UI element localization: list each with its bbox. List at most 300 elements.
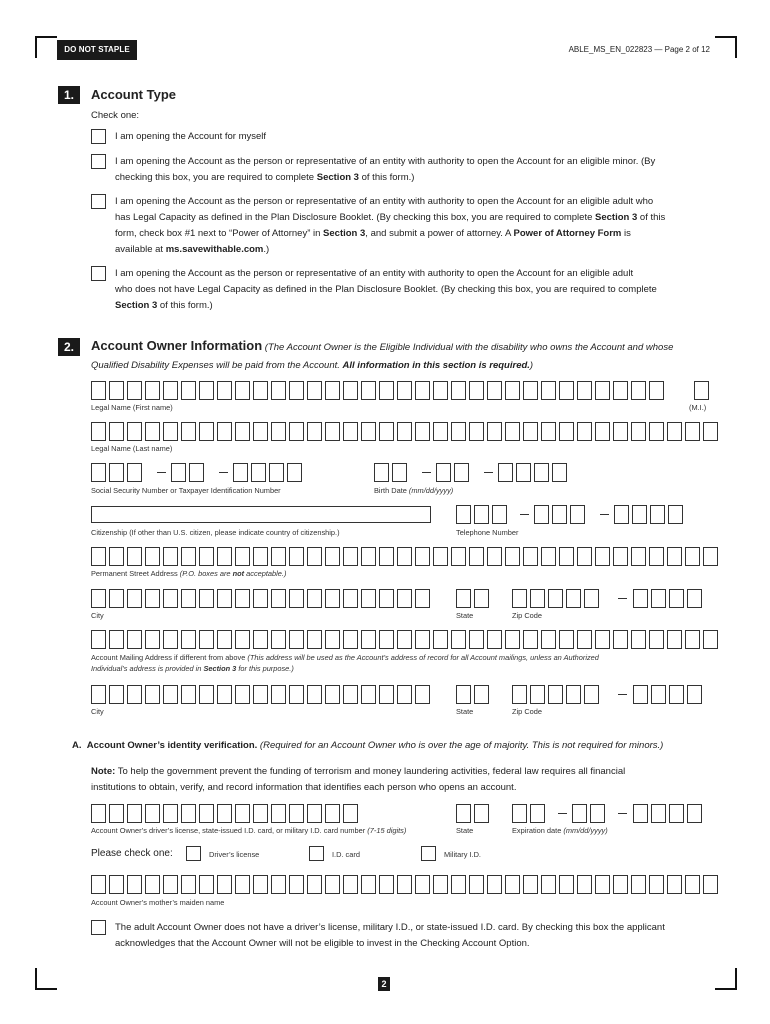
expiration-day-field[interactable]	[572, 804, 605, 823]
character-box[interactable]	[145, 630, 160, 649]
character-box[interactable]	[590, 804, 605, 823]
character-box[interactable]	[253, 804, 268, 823]
character-box[interactable]	[343, 630, 358, 649]
character-box[interactable]	[631, 381, 646, 400]
character-box[interactable]	[361, 630, 376, 649]
character-box[interactable]	[253, 630, 268, 649]
character-box[interactable]	[235, 547, 250, 566]
character-box[interactable]	[570, 505, 585, 524]
character-box[interactable]	[397, 875, 412, 894]
character-box[interactable]	[530, 804, 545, 823]
character-box[interactable]	[534, 463, 549, 482]
character-box[interactable]	[559, 630, 574, 649]
character-box[interactable]	[271, 422, 286, 441]
street-address-field[interactable]	[91, 547, 718, 566]
character-box[interactable]	[614, 505, 629, 524]
character-box[interactable]	[181, 804, 196, 823]
character-box[interactable]	[703, 547, 718, 566]
mothers-maiden-name-field[interactable]	[91, 875, 718, 894]
character-box[interactable]	[469, 630, 484, 649]
character-box[interactable]	[235, 381, 250, 400]
character-box[interactable]	[469, 547, 484, 566]
character-box[interactable]	[145, 875, 160, 894]
character-box[interactable]	[235, 875, 250, 894]
character-box[interactable]	[325, 685, 340, 704]
character-box[interactable]	[361, 589, 376, 608]
character-box[interactable]	[559, 422, 574, 441]
character-box[interactable]	[271, 804, 286, 823]
character-box[interactable]	[325, 381, 340, 400]
character-box[interactable]	[109, 875, 124, 894]
character-box[interactable]	[613, 381, 628, 400]
character-box[interactable]	[91, 422, 106, 441]
character-box[interactable]	[474, 685, 489, 704]
character-box[interactable]	[415, 630, 430, 649]
character-box[interactable]	[109, 589, 124, 608]
no-id-checkbox[interactable]	[91, 920, 106, 935]
character-box[interactable]	[649, 875, 664, 894]
character-box[interactable]	[703, 875, 718, 894]
character-box[interactable]	[181, 547, 196, 566]
character-box[interactable]	[109, 463, 124, 482]
character-box[interactable]	[271, 630, 286, 649]
character-box[interactable]	[649, 422, 664, 441]
character-box[interactable]	[456, 589, 471, 608]
character-box[interactable]	[456, 804, 471, 823]
character-box[interactable]	[379, 422, 394, 441]
character-box[interactable]	[633, 685, 648, 704]
character-box[interactable]	[217, 381, 232, 400]
character-box[interactable]	[456, 685, 471, 704]
character-box[interactable]	[415, 422, 430, 441]
character-box[interactable]	[487, 422, 502, 441]
character-box[interactable]	[505, 547, 520, 566]
character-box[interactable]	[235, 589, 250, 608]
character-box[interactable]	[595, 875, 610, 894]
character-box[interactable]	[516, 463, 531, 482]
city-field[interactable]	[91, 589, 430, 608]
character-box[interactable]	[253, 422, 268, 441]
character-box[interactable]	[505, 630, 520, 649]
character-box[interactable]	[687, 589, 702, 608]
character-box[interactable]	[469, 422, 484, 441]
character-box[interactable]	[577, 547, 592, 566]
character-box[interactable]	[474, 589, 489, 608]
character-box[interactable]	[566, 589, 581, 608]
character-box[interactable]	[343, 875, 358, 894]
character-box[interactable]	[91, 589, 106, 608]
character-box[interactable]	[649, 381, 664, 400]
character-box[interactable]	[199, 685, 214, 704]
birth-month-field[interactable]	[374, 463, 407, 482]
character-box[interactable]	[650, 505, 665, 524]
character-box[interactable]	[572, 804, 587, 823]
character-box[interactable]	[145, 547, 160, 566]
account-type-adult-no-capacity-checkbox[interactable]	[91, 266, 106, 281]
character-box[interactable]	[415, 589, 430, 608]
character-box[interactable]	[91, 630, 106, 649]
character-box[interactable]	[687, 685, 702, 704]
character-box[interactable]	[307, 422, 322, 441]
character-box[interactable]	[487, 381, 502, 400]
character-box[interactable]	[253, 875, 268, 894]
character-box[interactable]	[669, 804, 684, 823]
character-box[interactable]	[235, 422, 250, 441]
account-type-minor-checkbox[interactable]	[91, 154, 106, 169]
character-box[interactable]	[325, 804, 340, 823]
character-box[interactable]	[379, 685, 394, 704]
character-box[interactable]	[379, 381, 394, 400]
mailing-city-field[interactable]	[91, 685, 430, 704]
character-box[interactable]	[361, 547, 376, 566]
character-box[interactable]	[436, 463, 451, 482]
character-box[interactable]	[651, 685, 666, 704]
character-box[interactable]	[217, 685, 232, 704]
last-name-field[interactable]	[91, 422, 718, 441]
character-box[interactable]	[577, 422, 592, 441]
character-box[interactable]	[289, 875, 304, 894]
character-box[interactable]	[271, 381, 286, 400]
character-box[interactable]	[552, 463, 567, 482]
character-box[interactable]	[633, 589, 648, 608]
character-box[interactable]	[530, 685, 545, 704]
character-box[interactable]	[530, 589, 545, 608]
character-box[interactable]	[199, 875, 214, 894]
character-box[interactable]	[127, 381, 142, 400]
character-box[interactable]	[199, 422, 214, 441]
expiration-month-field[interactable]	[512, 804, 545, 823]
character-box[interactable]	[595, 381, 610, 400]
character-box[interactable]	[343, 589, 358, 608]
character-box[interactable]	[541, 630, 556, 649]
character-box[interactable]	[595, 630, 610, 649]
character-box[interactable]	[289, 804, 304, 823]
character-box[interactable]	[613, 630, 628, 649]
mailing-zip-code-field[interactable]	[512, 685, 599, 704]
character-box[interactable]	[469, 875, 484, 894]
character-box[interactable]	[559, 875, 574, 894]
character-box[interactable]	[415, 685, 430, 704]
character-box[interactable]	[289, 630, 304, 649]
character-box[interactable]	[451, 875, 466, 894]
character-box[interactable]	[91, 547, 106, 566]
character-box[interactable]	[397, 422, 412, 441]
character-box[interactable]	[559, 547, 574, 566]
character-box[interactable]	[109, 381, 124, 400]
character-box[interactable]	[534, 505, 549, 524]
character-box[interactable]	[613, 547, 628, 566]
character-box[interactable]	[287, 463, 302, 482]
character-box[interactable]	[199, 589, 214, 608]
character-box[interactable]	[631, 547, 646, 566]
character-box[interactable]	[325, 547, 340, 566]
character-box[interactable]	[127, 804, 142, 823]
character-box[interactable]	[235, 630, 250, 649]
character-box[interactable]	[512, 685, 527, 704]
character-box[interactable]	[163, 630, 178, 649]
character-box[interactable]	[271, 589, 286, 608]
citizenship-field[interactable]	[91, 506, 431, 523]
character-box[interactable]	[512, 804, 527, 823]
character-box[interactable]	[307, 875, 322, 894]
character-box[interactable]	[127, 589, 142, 608]
character-box[interactable]	[171, 463, 186, 482]
character-box[interactable]	[649, 630, 664, 649]
character-box[interactable]	[505, 422, 520, 441]
character-box[interactable]	[667, 547, 682, 566]
character-box[interactable]	[685, 547, 700, 566]
character-box[interactable]	[189, 463, 204, 482]
character-box[interactable]	[631, 422, 646, 441]
character-box[interactable]	[127, 630, 142, 649]
character-box[interactable]	[325, 875, 340, 894]
character-box[interactable]	[325, 422, 340, 441]
character-box[interactable]	[163, 381, 178, 400]
character-box[interactable]	[271, 685, 286, 704]
character-box[interactable]	[451, 422, 466, 441]
character-box[interactable]	[415, 547, 430, 566]
character-box[interactable]	[667, 630, 682, 649]
character-box[interactable]	[451, 547, 466, 566]
id-state-field[interactable]	[456, 804, 489, 823]
character-box[interactable]	[487, 875, 502, 894]
character-box[interactable]	[379, 547, 394, 566]
character-box[interactable]	[217, 875, 232, 894]
character-box[interactable]	[415, 381, 430, 400]
expiration-year-field[interactable]	[633, 804, 702, 823]
character-box[interactable]	[361, 685, 376, 704]
birth-year-field[interactable]	[498, 463, 567, 482]
character-box[interactable]	[199, 630, 214, 649]
character-box[interactable]	[343, 381, 358, 400]
character-box[interactable]	[163, 589, 178, 608]
character-box[interactable]	[584, 589, 599, 608]
character-box[interactable]	[163, 685, 178, 704]
character-box[interactable]	[433, 547, 448, 566]
character-box[interactable]	[631, 875, 646, 894]
character-box[interactable]	[127, 875, 142, 894]
character-box[interactable]	[512, 589, 527, 608]
character-box[interactable]	[633, 804, 648, 823]
character-box[interactable]	[181, 685, 196, 704]
birth-day-field[interactable]	[436, 463, 469, 482]
character-box[interactable]	[397, 630, 412, 649]
zip-plus4-field[interactable]	[633, 589, 702, 608]
character-box[interactable]	[145, 804, 160, 823]
character-box[interactable]	[523, 547, 538, 566]
character-box[interactable]	[379, 875, 394, 894]
character-box[interactable]	[694, 381, 709, 400]
character-box[interactable]	[307, 685, 322, 704]
character-box[interactable]	[181, 589, 196, 608]
character-box[interactable]	[498, 463, 513, 482]
character-box[interactable]	[109, 685, 124, 704]
character-box[interactable]	[307, 630, 322, 649]
character-box[interactable]	[91, 381, 106, 400]
character-box[interactable]	[163, 547, 178, 566]
character-box[interactable]	[456, 505, 471, 524]
character-box[interactable]	[217, 547, 232, 566]
character-box[interactable]	[253, 381, 268, 400]
character-box[interactable]	[523, 381, 538, 400]
character-box[interactable]	[181, 381, 196, 400]
phone-line-field[interactable]	[614, 505, 683, 524]
character-box[interactable]	[199, 381, 214, 400]
character-box[interactable]	[379, 589, 394, 608]
ssn-part1-field[interactable]	[91, 463, 142, 482]
character-box[interactable]	[289, 685, 304, 704]
character-box[interactable]	[669, 685, 684, 704]
character-box[interactable]	[469, 381, 484, 400]
character-box[interactable]	[217, 804, 232, 823]
character-box[interactable]	[451, 381, 466, 400]
character-box[interactable]	[392, 463, 407, 482]
character-box[interactable]	[668, 505, 683, 524]
character-box[interactable]	[109, 422, 124, 441]
character-box[interactable]	[181, 630, 196, 649]
character-box[interactable]	[651, 589, 666, 608]
character-box[interactable]	[181, 422, 196, 441]
military-id-checkbox[interactable]	[421, 846, 436, 861]
character-box[interactable]	[145, 685, 160, 704]
character-box[interactable]	[145, 381, 160, 400]
character-box[interactable]	[397, 381, 412, 400]
account-type-adult-capacity-checkbox[interactable]	[91, 194, 106, 209]
character-box[interactable]	[451, 630, 466, 649]
character-box[interactable]	[343, 685, 358, 704]
character-box[interactable]	[577, 875, 592, 894]
character-box[interactable]	[127, 463, 142, 482]
character-box[interactable]	[541, 381, 556, 400]
character-box[interactable]	[433, 422, 448, 441]
character-box[interactable]	[613, 875, 628, 894]
character-box[interactable]	[487, 630, 502, 649]
character-box[interactable]	[181, 875, 196, 894]
mailing-state-field[interactable]	[456, 685, 489, 704]
character-box[interactable]	[667, 875, 682, 894]
character-box[interactable]	[91, 804, 106, 823]
character-box[interactable]	[685, 875, 700, 894]
character-box[interactable]	[253, 685, 268, 704]
character-box[interactable]	[233, 463, 248, 482]
character-box[interactable]	[127, 685, 142, 704]
character-box[interactable]	[541, 547, 556, 566]
character-box[interactable]	[667, 422, 682, 441]
character-box[interactable]	[91, 463, 106, 482]
character-box[interactable]	[397, 685, 412, 704]
character-box[interactable]	[577, 630, 592, 649]
character-box[interactable]	[217, 630, 232, 649]
character-box[interactable]	[163, 804, 178, 823]
character-box[interactable]	[217, 422, 232, 441]
phone-area-code-field[interactable]	[456, 505, 507, 524]
character-box[interactable]	[523, 422, 538, 441]
character-box[interactable]	[613, 422, 628, 441]
character-box[interactable]	[307, 804, 322, 823]
character-box[interactable]	[631, 630, 646, 649]
id-number-field[interactable]	[91, 804, 358, 823]
character-box[interactable]	[289, 381, 304, 400]
character-box[interactable]	[687, 804, 702, 823]
character-box[interactable]	[163, 422, 178, 441]
character-box[interactable]	[289, 547, 304, 566]
character-box[interactable]	[307, 547, 322, 566]
character-box[interactable]	[199, 804, 214, 823]
character-box[interactable]	[325, 589, 340, 608]
character-box[interactable]	[685, 422, 700, 441]
character-box[interactable]	[343, 547, 358, 566]
character-box[interactable]	[269, 463, 284, 482]
character-box[interactable]	[492, 505, 507, 524]
state-field[interactable]	[456, 589, 489, 608]
character-box[interactable]	[584, 685, 599, 704]
character-box[interactable]	[548, 589, 563, 608]
character-box[interactable]	[566, 685, 581, 704]
ssn-part3-field[interactable]	[233, 463, 302, 482]
character-box[interactable]	[433, 875, 448, 894]
character-box[interactable]	[91, 875, 106, 894]
character-box[interactable]	[559, 381, 574, 400]
mailing-zip-plus4-field[interactable]	[633, 685, 702, 704]
character-box[interactable]	[632, 505, 647, 524]
character-box[interactable]	[361, 422, 376, 441]
phone-prefix-field[interactable]	[534, 505, 585, 524]
id-card-checkbox[interactable]	[309, 846, 324, 861]
ssn-part2-field[interactable]	[171, 463, 204, 482]
character-box[interactable]	[415, 875, 430, 894]
character-box[interactable]	[251, 463, 266, 482]
character-box[interactable]	[523, 630, 538, 649]
account-type-myself-checkbox[interactable]	[91, 129, 106, 144]
character-box[interactable]	[474, 804, 489, 823]
first-name-field[interactable]	[91, 381, 664, 400]
character-box[interactable]	[397, 589, 412, 608]
character-box[interactable]	[253, 547, 268, 566]
character-box[interactable]	[487, 547, 502, 566]
character-box[interactable]	[685, 630, 700, 649]
character-box[interactable]	[289, 422, 304, 441]
character-box[interactable]	[649, 547, 664, 566]
character-box[interactable]	[235, 804, 250, 823]
character-box[interactable]	[109, 547, 124, 566]
middle-initial-field[interactable]	[694, 381, 709, 400]
character-box[interactable]	[595, 547, 610, 566]
character-box[interactable]	[145, 422, 160, 441]
character-box[interactable]	[505, 381, 520, 400]
character-box[interactable]	[199, 547, 214, 566]
character-box[interactable]	[325, 630, 340, 649]
character-box[interactable]	[433, 630, 448, 649]
character-box[interactable]	[109, 804, 124, 823]
character-box[interactable]	[703, 630, 718, 649]
character-box[interactable]	[271, 875, 286, 894]
character-box[interactable]	[91, 685, 106, 704]
character-box[interactable]	[289, 589, 304, 608]
character-box[interactable]	[361, 875, 376, 894]
character-box[interactable]	[552, 505, 567, 524]
character-box[interactable]	[577, 381, 592, 400]
character-box[interactable]	[163, 875, 178, 894]
character-box[interactable]	[397, 547, 412, 566]
character-box[interactable]	[374, 463, 389, 482]
mailing-address-field[interactable]	[91, 630, 718, 649]
character-box[interactable]	[669, 589, 684, 608]
character-box[interactable]	[523, 875, 538, 894]
character-box[interactable]	[433, 381, 448, 400]
character-box[interactable]	[109, 630, 124, 649]
character-box[interactable]	[271, 547, 286, 566]
character-box[interactable]	[127, 422, 142, 441]
